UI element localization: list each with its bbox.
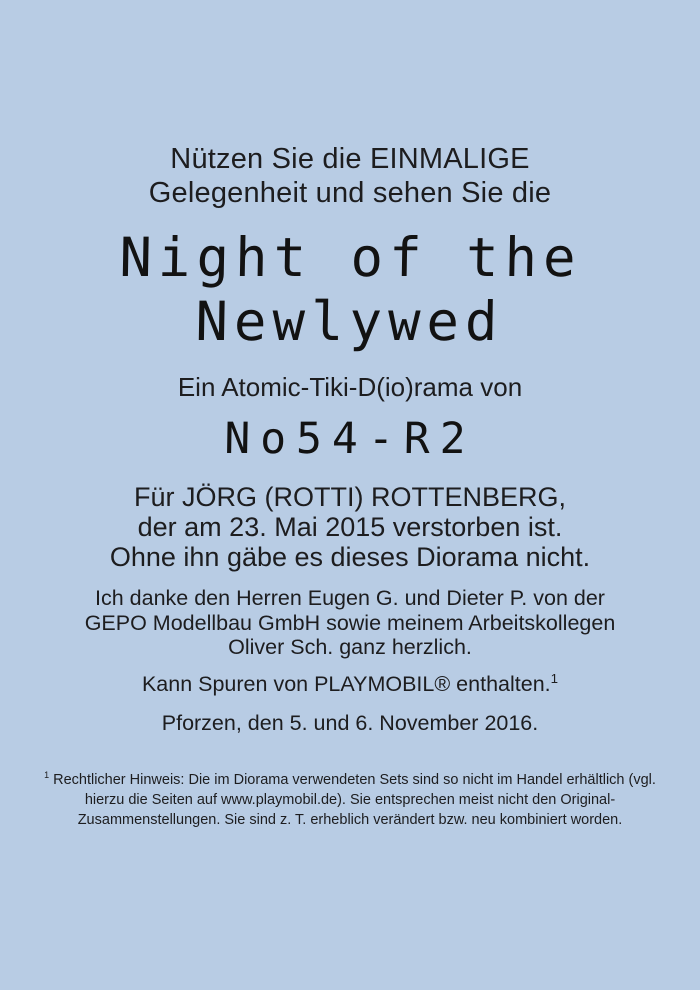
thanks-line-3: Oliver Sch. ganz herzlich.	[228, 635, 472, 660]
footnote-line-2: hierzu die Seiten auf www.playmobil.de). Sie entsprechen meist nicht den Original-	[84, 792, 616, 809]
thanks-line-1: Ich danke den Herren Eugen G. und Dieter P. von der	[95, 586, 605, 610]
playmobil-notice-text: Kann Spuren von PLAYMOBIL® enthalten.	[141, 672, 551, 697]
thanks-text	[0, 586, 700, 660]
main-title-line-2: Newlywed	[194, 290, 505, 353]
legal-footnote	[0, 770, 700, 830]
main-title	[0, 226, 700, 354]
date-line: Pforzen, den 5. und 6. November 2016.	[161, 711, 539, 736]
footnote-marker: 1	[44, 770, 50, 781]
subtitle: Ein Atomic-Tiki-D(io)rama von	[177, 372, 523, 402]
intro-line-2: Gelegenheit und sehen Sie die	[148, 177, 552, 209]
artist-name: No54-R2	[223, 414, 477, 464]
intro-text	[0, 0, 700, 210]
playmobil-notice	[0, 672, 700, 697]
dedication-line-2: der am 23. Mai 2015 verstorben ist.	[137, 512, 563, 542]
main-title-line-1: Night of the	[118, 226, 583, 289]
footnote-line-1-text: Rechtlicher Hinweis: Die im Diorama verwendeten Sets sind so nicht im Handel erhältlich (vgl.	[53, 772, 656, 789]
dedication-line-1: Für JÖRG (ROTTI) ROTTENBERG,	[134, 482, 566, 512]
dedication-line-3: Ohne ihn gäbe es dieses Diorama nicht.	[109, 542, 591, 572]
dedication-text	[0, 482, 700, 572]
thanks-line-2: GEPO Modellbau GmbH sowie meinem Arbeitskollegen	[84, 610, 616, 635]
intro-line-1: Nützen Sie die EINMALIGE	[170, 143, 530, 175]
footnote-line-1	[0, 770, 700, 790]
footnote-line-3: Zusammenstellungen. Sie sind z. T. erheblich verändert bzw. neu kombiniert worden.	[77, 812, 623, 829]
notice-footnote-marker: 1	[550, 670, 559, 686]
